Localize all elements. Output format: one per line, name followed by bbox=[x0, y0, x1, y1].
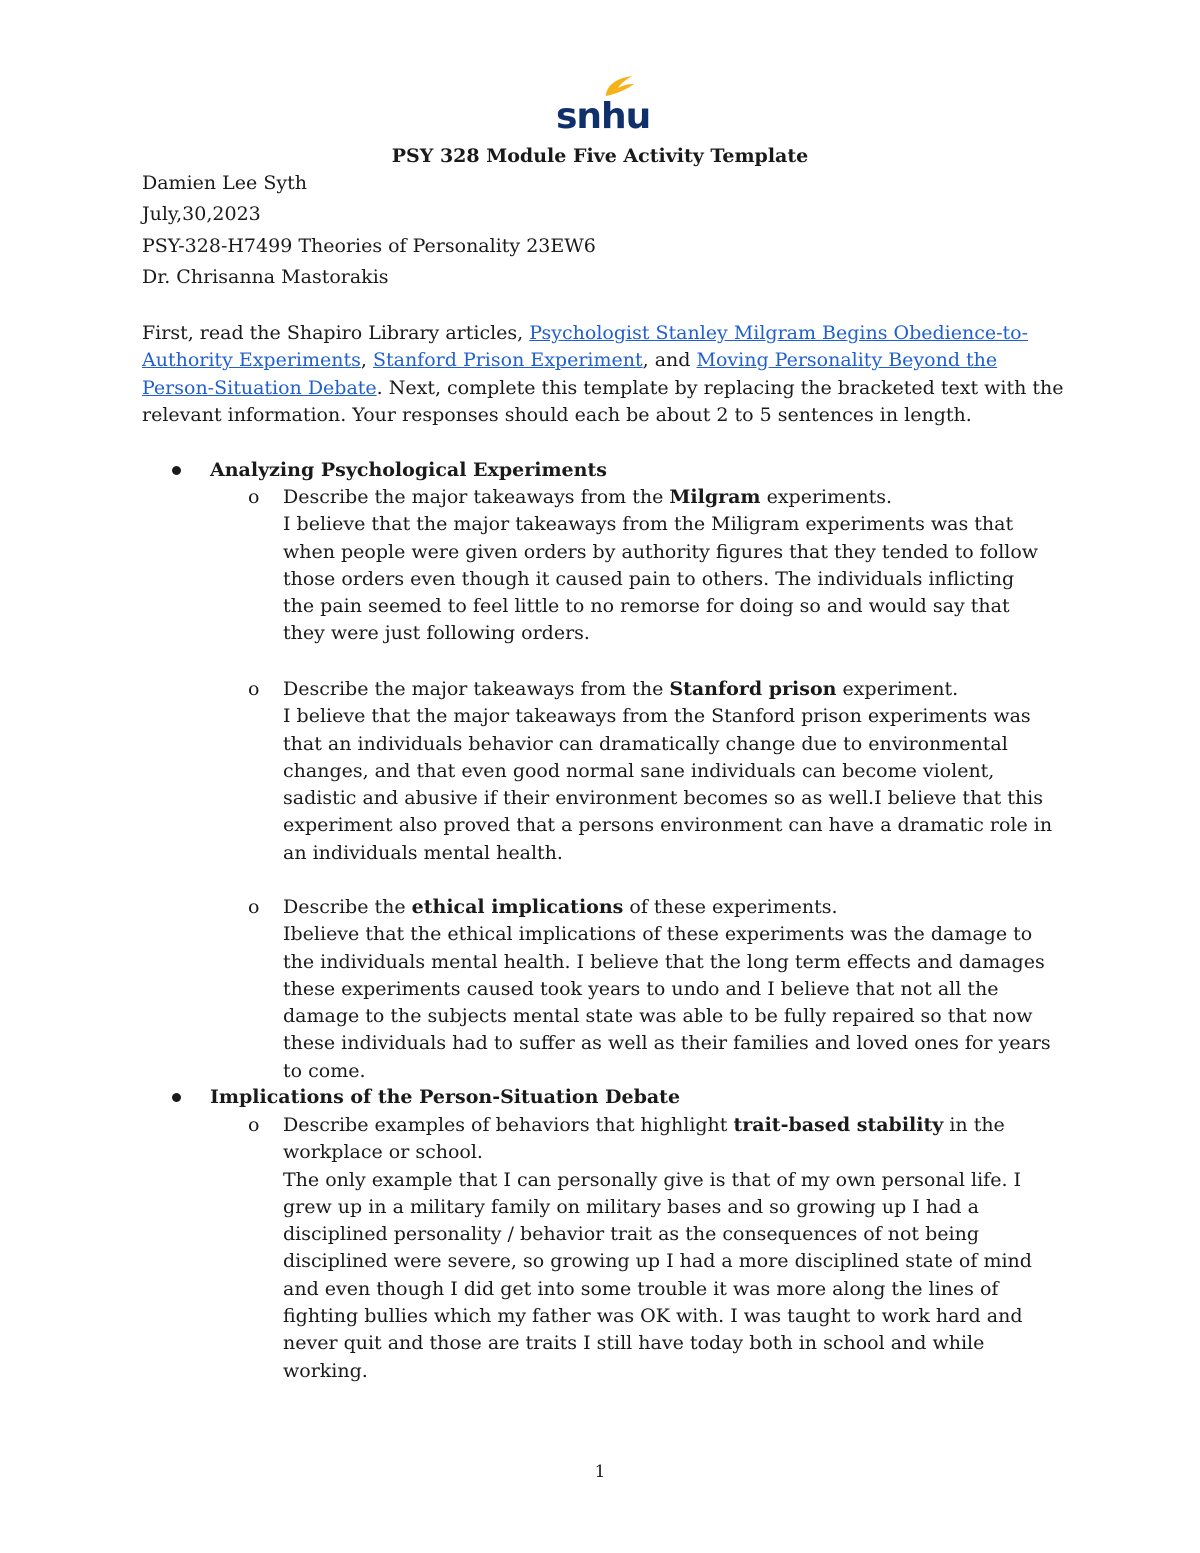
prompt-text: in the workplace or school. bbox=[283, 1114, 1005, 1164]
prompt-text: experiments. bbox=[760, 486, 893, 508]
sub-bullet-icon: o bbox=[248, 486, 260, 508]
milgram-article-link[interactable]: Psychologist Stanley Milgram Begins Obedience-to-Authority Experiments bbox=[142, 322, 1029, 372]
intro-paragraph bbox=[142, 320, 1072, 429]
course-name: PSY-328-H7499 Theories of Personality 23EW6 bbox=[142, 235, 596, 257]
milgram-answer: I believe that the major takeaways from the Miligram experiments was that when people were given orders by authority figures that they tended to follow those orders even though it caused pain to others. The individuals inflicting the pain seemed to feel little to no remorse for doing so and would say that they were just following orders. bbox=[283, 513, 1039, 645]
trait-stability-prompt bbox=[283, 1112, 1063, 1167]
page-number: 1 bbox=[594, 1462, 606, 1482]
intro-text-1: First, read the Shapiro Library articles, bbox=[142, 322, 530, 344]
intro-separator-1: , bbox=[360, 349, 373, 372]
trait-stability-answer: The only example that I can personally give is that of my own personal life. I grew up in a military family on military bases and so growing up I had a disciplined personality / behavior trait as the consequences of not being disciplined were severe, so growing up I had a more disciplined state of mind and even though I did get into some trouble it was more along the lines of fighting bullies which my father was OK with. I was taught to work hard and never quit and those are traits I still have today both in school and while working. bbox=[283, 1168, 1032, 1382]
prompt-emphasis: Stanford prison bbox=[669, 678, 837, 700]
ethics-prompt bbox=[283, 894, 1063, 921]
prompt-emphasis: ethical implications bbox=[411, 896, 624, 918]
milgram-item bbox=[283, 484, 1043, 648]
milgram-prompt bbox=[283, 484, 1043, 511]
bullet-icon bbox=[172, 1084, 184, 1096]
student-name: Damien Lee Syth bbox=[142, 172, 307, 194]
sub-bullet-icon: o bbox=[248, 896, 260, 918]
prompt-emphasis: Milgram bbox=[669, 486, 761, 508]
prompt-text: Describe the major takeaways from the bbox=[283, 486, 670, 508]
sub-bullet-icon: o bbox=[248, 678, 260, 700]
snhu-logo bbox=[556, 72, 651, 137]
svg-text:snhu: snhu bbox=[556, 96, 651, 137]
intro-separator-2: , and bbox=[642, 349, 697, 372]
ethics-answer: Ibelieve that the ethical implications of these experiments was the damage to the individuals mental health. I believe that the long term effects and damages these experiments caused took years to undo and I believe that not all the damage to the subjects mental state was able to be fully repaired so that now these individuals had to suffer as well as their families and loved ones for years to come. bbox=[283, 923, 1051, 1082]
submission-date: July,30,2023 bbox=[142, 203, 261, 225]
prompt-emphasis: trait-based stability bbox=[733, 1114, 944, 1136]
prompt-text: experiment. bbox=[836, 678, 959, 700]
document-title: PSY 328 Module Five Activity Template bbox=[391, 145, 809, 167]
ethics-item bbox=[283, 894, 1063, 1085]
stanford-prompt bbox=[283, 676, 1053, 703]
trait-stability-item bbox=[283, 1112, 1063, 1385]
section-heading-experiments: Analyzing Psychological Experiments bbox=[210, 459, 607, 481]
bullet-icon bbox=[172, 457, 184, 469]
prompt-text: Describe examples of behaviors that highlight bbox=[283, 1114, 734, 1136]
person-situation-article-link[interactable]: Moving Personality Beyond the Person-Situation Debate bbox=[142, 349, 998, 399]
prompt-text: Describe the major takeaways from the bbox=[283, 678, 670, 700]
prompt-text: Describe the bbox=[283, 896, 412, 918]
stanford-item bbox=[283, 676, 1053, 867]
stanford-answer: I believe that the major takeaways from the Stanford prison experiments was that an individuals behavior can dramatically change due to environmental changes, and that even good normal sane individuals can become violent, sadistic and abusive if their environment becomes so as well.I believe that this experiment also proved that a persons environment can have a dramatic role in an individuals mental health. bbox=[283, 705, 1053, 864]
stanford-article-link[interactable]: Stanford Prison Experiment bbox=[372, 349, 643, 372]
snhu-logo-graphic bbox=[556, 72, 651, 137]
sub-bullet-icon: o bbox=[248, 1114, 260, 1136]
prompt-text: of these experiments. bbox=[623, 896, 838, 918]
instructor-name: Dr. Chrisanna Mastorakis bbox=[142, 266, 389, 288]
section-heading-person-situation: Implications of the Person-Situation Debate bbox=[210, 1086, 681, 1108]
intro-text-2: . Next, complete this template by replacing the bracketed text with the relevant information. Your responses should each be about 2 to 5 sentences in length. bbox=[142, 376, 1064, 426]
